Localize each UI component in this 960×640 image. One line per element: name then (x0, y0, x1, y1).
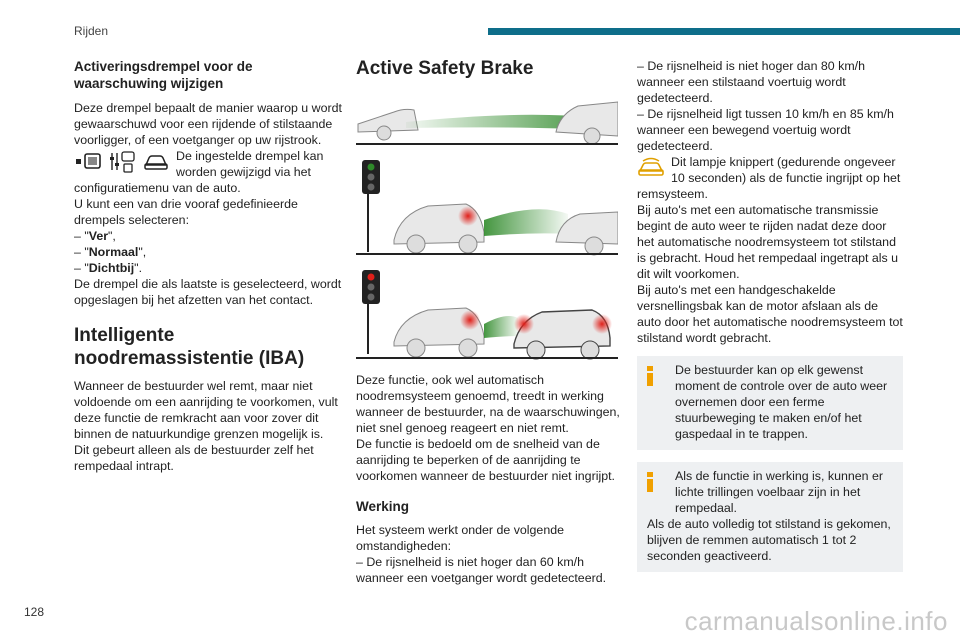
config-menu-icon (108, 150, 136, 174)
header-accent-bar (488, 28, 960, 35)
car-menu-icon (142, 150, 170, 174)
iba-paragraph-2: Dit gebeurt alleen als de bestuurder zelf het rempedaal intrapt. (74, 443, 314, 473)
column-right (637, 58, 903, 572)
lamp-paragraph: Dit lampje knippert (gedurende ongeveer 10 seconden) als de functie ingrijpt op het remsysteem. (637, 155, 901, 201)
werking-title: Werking (356, 499, 410, 514)
column-left (74, 58, 344, 474)
condition-stationary: – De rijsnelheid is niet hoger dan 80 km/h wanneer een stilstaand voertuig wordt gedetecteerd. (637, 59, 865, 105)
info-icon (647, 472, 653, 492)
column-middle (356, 58, 624, 586)
watermark: carmanualsonline.info (684, 606, 948, 636)
option-near: – "Dichtbij". (74, 261, 143, 275)
info-icon (647, 366, 653, 386)
iba-paragraph-1: Wanneer de bestuurder wel remt, maar niet voldoende om een aanrijding te voorkomen, vult deze functie de remkracht aan voor zover dit binnen de natuurkundige grenzen mogelijk is. (74, 379, 338, 441)
scene-1 (356, 102, 618, 144)
info-box-override: De bestuurder kan op elk gewenst moment de controle over de auto weer overnemen door een ferme stuurbeweging te maken en/of het gaspedaal in te trappen. (637, 356, 903, 450)
asb-description-1: Deze functie, ook wel automatisch noodremsysteem genoemd, treedt in werking wanneer de bestuurder, na de waarschuwingen, niet snel genoeg reageert en niet remt. (356, 373, 620, 435)
scene-2 (356, 160, 618, 255)
section-header: Rijden (74, 24, 109, 38)
condition-moving: – De rijsnelheid ligt tussen 10 km/h en 85 km/h wanneer een bewegend voertuig wordt gedetecteerd. (637, 107, 894, 153)
steering-wheel-button-icon (74, 150, 102, 174)
threshold-icons (74, 148, 170, 174)
page-number: 128 (24, 605, 45, 619)
brake-warning-lamp-icon (637, 156, 665, 178)
threshold-paragraph-3: U kunt een van drie vooraf gedefinieerde drempels selecteren: (74, 197, 298, 227)
option-normal: – "Normaal", (74, 245, 147, 259)
asb-description-2: De functie is bedoeld om de snelheid van de aanrijding te beperken of de aanrijding te voorkomen wanneer de bestuurder niet ingrijpt. (356, 437, 615, 483)
threshold-icon-row (74, 148, 344, 180)
threshold-paragraph-1: Deze drempel bepaalt de manier waarop u wordt gewaarschuwd voor een rijdende of stilstaande voorligger, of een voetganger op uw rijstrook. (74, 101, 342, 147)
option-far-value: Ver (88, 229, 109, 243)
threshold-paragraph-2: configuratiemenu van de auto. (74, 181, 241, 195)
threshold-icon-text: De ingestelde drempel kan worden gewijzigd via het (176, 149, 324, 179)
option-near-value: Dichtbij (88, 261, 135, 275)
werking-paragraph-1: Het systeem werkt onder de volgende omstandigheden: (356, 523, 564, 553)
manual-gearbox-text: Bij auto's met een handgeschakelde versnellingsbak kan de motor afslaan als de auto door het automatische noodremsysteem tot stilstand wordt gebracht. (637, 283, 903, 345)
werking-paragraph-2: – De rijsnelheid is niet hoger dan 60 km/h wanneer een voetganger wordt gedetecteerd. (356, 555, 607, 585)
option-far: – "Ver", (74, 229, 116, 243)
automatic-transmission-text: Bij auto's met een automatische transmissie begint de auto weer te rijden nadat deze door het automatische noodremsysteem tot stilstand is gebracht. Houd het rempedaal ingetrapt als u dit wilt voorkomen. (637, 203, 899, 281)
asb-title: Active Safety Brake (356, 58, 534, 79)
asb-illustration (356, 92, 618, 360)
scene-3 (356, 270, 618, 359)
threshold-paragraph-4: De drempel die als laatste is geselecteerd, wordt opgeslagen bij het afzetten van het contact. (74, 277, 342, 307)
threshold-title: Activeringsdrempel voor de waarschuwing wijzigen (74, 59, 253, 91)
info-box-vibration: Als de functie in werking is, kunnen er lichte trillingen voelbaar zijn in het rempedaal. Als de auto volledig tot stilstand is gekomen, blijven de remmen automatisch 1 tot 2 seconden geactiveerd. (637, 462, 903, 572)
option-normal-value: Normaal (88, 245, 139, 259)
iba-title: Intelligente noodremassistentie (IBA) (74, 325, 305, 369)
